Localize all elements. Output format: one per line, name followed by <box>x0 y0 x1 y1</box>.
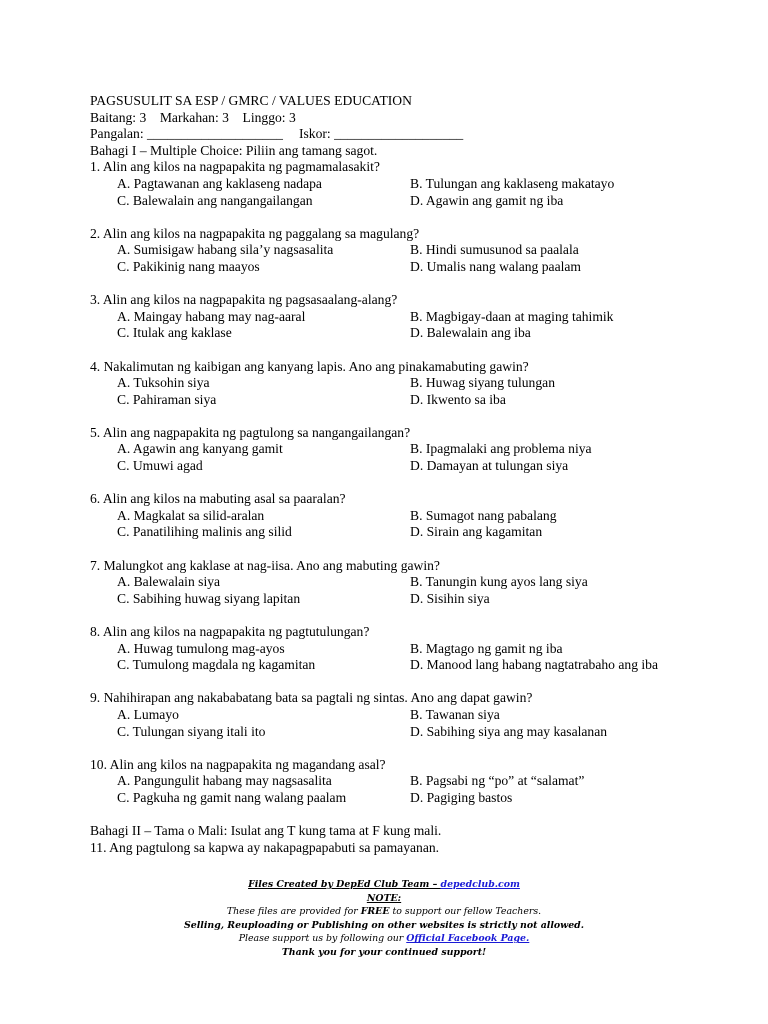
option-a: A. Lumayo <box>117 706 179 722</box>
option-row <box>90 657 730 674</box>
question-text: 7. Malungkot ang kaklase at nag-iisa. Ano ang mabuting gawin? <box>90 557 440 573</box>
spacer <box>90 209 730 226</box>
grade-quarter-week-line: Baitang: 3 Markahan: 3 Linggo: 3 <box>90 109 296 125</box>
spacer <box>90 607 730 624</box>
question-block <box>90 558 730 624</box>
option-row <box>90 259 730 276</box>
option-row <box>90 773 730 790</box>
question-text: 9. Nahihirapan ang nakababatang bata sa pagtali ng sintas. Ano ang dapat gawin? <box>90 690 533 706</box>
question-block <box>90 491 730 557</box>
option-b: B. Magbigay-daan at maging tahimik <box>410 308 614 324</box>
option-row <box>90 325 730 342</box>
option-c: C. Panatilihing malinis ang silid <box>117 524 292 540</box>
option-row <box>90 724 730 741</box>
footer-created-line: Files Created by DepEd Club Team – depedclub.com <box>248 879 520 890</box>
score-field-label: Iskor: ___________________ <box>298 126 464 142</box>
option-c: C. Sabihing huwag siyang lapitan <box>117 590 301 606</box>
question-list <box>90 159 730 823</box>
option-a: A. Balewalain siya <box>117 574 221 590</box>
site-link[interactable]: depedclub.com <box>440 879 520 890</box>
quiz-document <box>90 93 730 856</box>
option-b: B. Hindi sumusunod sa paalala <box>410 242 579 258</box>
option-row <box>90 392 730 409</box>
option-d: D. Agawin ang gamit ng iba <box>410 192 564 208</box>
option-a: A. Agawin ang kanyang gamit <box>117 441 283 457</box>
question-text: 8. Alin ang kilos na nagpapakita ng pagtutulungan? <box>90 624 370 639</box>
option-d: D. Sirain ang kagamitan <box>410 524 543 540</box>
option-row <box>90 508 730 525</box>
option-c: C. Umuwi agad <box>117 458 203 474</box>
part2-instruction: Bahagi II – Tama o Mali: Isulat ang T kung tama at F kung mali. <box>90 823 442 839</box>
question-text: 3. Alin ang kilos na nagpapakita ng pagsasaalang-alang? <box>90 292 398 308</box>
option-b: B. Ipagmalaki ang problema niya <box>410 441 592 457</box>
option-d: D. Damayan at tulungan siya <box>410 458 569 474</box>
question-text: 1. Alin ang kilos na nagpapakita ng pagmamalasakit? <box>90 159 380 175</box>
footer-thanks: Thank you for your continued support! <box>281 946 487 958</box>
option-b: B. Magtago ng gamit ng iba <box>410 640 563 656</box>
question-block <box>90 159 730 225</box>
question-11: 11. Ang pagtulong sa kapwa ay nakapagpapabuti sa pamayanan. <box>90 839 440 855</box>
option-a: A. Tuksohin siya <box>117 375 210 391</box>
option-row <box>90 242 730 259</box>
option-c: C. Tumulong magdala ng kagamitan <box>117 657 316 673</box>
option-row <box>90 591 730 608</box>
question-text: 4. Nakalimutan ng kaibigan ang kanyang lapis. Ano ang pinakamabuting gawin? <box>90 358 529 374</box>
option-c: C. Itulak ang kaklase <box>117 325 232 341</box>
footer-free-line: These files are provided for FREE to support our fellow Teachers. <box>226 906 542 918</box>
option-c: C. Pahiraman siya <box>117 391 217 407</box>
option-c: C. Pakikinig nang maayos <box>117 258 260 274</box>
option-a: A. Magkalat sa silid-aralan <box>117 507 265 523</box>
option-row <box>90 458 730 475</box>
option-a: A. Pagtawanan ang kaklaseng nadapa <box>117 175 322 191</box>
name-field-label: Pangalan: ____________________ <box>90 126 283 142</box>
option-row <box>90 375 730 392</box>
spacer <box>90 475 730 492</box>
option-b: B. Tawanan siya <box>410 706 500 722</box>
option-row <box>90 176 730 193</box>
question-block <box>90 292 730 358</box>
question-block <box>90 425 730 491</box>
footer-support-line: Please support us by following our Official Facebook Page. <box>238 933 530 945</box>
option-a: A. Huwag tumulong mag-ayos <box>117 640 285 656</box>
spacer <box>90 674 730 691</box>
option-b: B. Pagsabi ng “po” at “salamat” <box>410 773 585 789</box>
option-d: D. Pagiging bastos <box>410 789 513 805</box>
option-c: C. Tulungan siyang itali ito <box>117 723 266 739</box>
footer-note-label: NOTE: <box>366 892 402 904</box>
option-c: C. Balewalain ang nangangailangan <box>117 192 313 208</box>
option-row <box>90 790 730 807</box>
option-row <box>90 707 730 724</box>
option-row <box>90 574 730 591</box>
question-block <box>90 690 730 756</box>
option-d: D. Ikwento sa iba <box>410 391 506 407</box>
option-d: D. Sabihing siya ang may kasalanan <box>410 723 608 739</box>
spacer <box>90 807 730 824</box>
option-a: A. Pangungulit habang may nagsasalita <box>117 773 332 789</box>
footer-warning: Selling, Reuploading or Publishing on other websites is strictly not allowed. <box>183 919 585 931</box>
facebook-page-link[interactable]: Official Facebook Page. <box>406 933 530 945</box>
option-b: B. Tulungan ang kaklaseng makatayo <box>410 175 615 191</box>
option-d: D. Umalis nang walang paalam <box>410 258 582 274</box>
option-row <box>90 309 730 326</box>
option-a: A. Sumisigaw habang sila’y nagsasalita <box>117 242 334 258</box>
option-b: B. Sumagot nang pabalang <box>410 507 557 523</box>
spacer <box>90 541 730 558</box>
question-block <box>90 226 730 292</box>
question-block <box>90 359 730 425</box>
spacer <box>90 408 730 425</box>
spacer <box>90 276 730 293</box>
spacer <box>90 740 730 757</box>
option-a: A. Maingay habang may nag-aaral <box>117 308 306 324</box>
quiz-title: PAGSUSULIT SA ESP / GMRC / VALUES EDUCATION <box>90 93 412 108</box>
option-row <box>90 524 730 541</box>
question-block <box>90 624 730 690</box>
option-row <box>90 193 730 210</box>
name-score-line <box>90 126 730 143</box>
question-text: 6. Alin ang kilos na mabuting asal sa paaralan? <box>90 491 346 507</box>
footer-notice <box>0 878 768 960</box>
spacer <box>90 342 730 359</box>
question-block <box>90 757 730 823</box>
question-text: 10. Alin ang kilos na nagpapakita ng magandang asal? <box>90 756 386 772</box>
option-d: D. Sisihin siya <box>410 590 490 606</box>
option-row <box>90 641 730 658</box>
part1-instruction: Bahagi I – Multiple Choice: Piliin ang tamang sagot. <box>90 142 378 158</box>
option-b: B. Huwag siyang tulungan <box>410 375 555 391</box>
question-text: 5. Alin ang nagpapakita ng pagtulong sa nangangailangan? <box>90 424 411 440</box>
option-c: C. Pagkuha ng gamit nang walang paalam <box>117 789 347 805</box>
question-text: 2. Alin ang kilos na nagpapakita ng paggalang sa magulang? <box>90 225 420 241</box>
option-b: B. Tanungin kung ayos lang siya <box>410 574 588 590</box>
option-d: D. Balewalain ang iba <box>410 325 531 341</box>
option-row <box>90 441 730 458</box>
option-d: D. Manood lang habang nagtatrabaho ang iba <box>410 657 659 673</box>
